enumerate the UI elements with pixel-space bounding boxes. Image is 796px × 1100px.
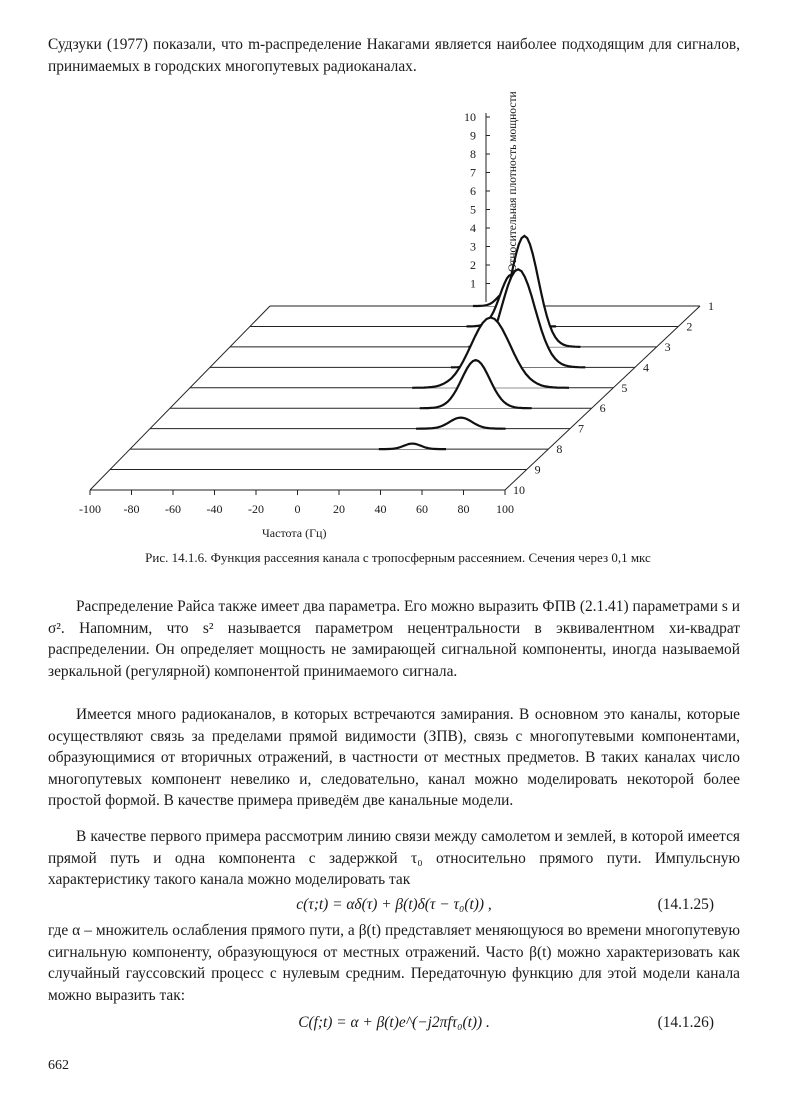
chart-curves	[379, 236, 586, 449]
x-tick-label: 80	[457, 502, 470, 516]
slice-label-5: 5	[621, 380, 628, 395]
slice-label-7: 7	[578, 421, 584, 436]
equation-number: (14.1.25)	[657, 896, 714, 913]
paragraph-channels: Имеется много радиоканалов, в которых встречаются замирания. В основном это каналы, которые осуществляют связь за пределами прямой видимости (ЗПВ), связь с многопутевыми компонентами, образующимися от вторичных отражений, в частности от местных предметов. В таких каналах число многопутевых компонент невелико и, следовательно, канал можно моделировать некоторой более простой формой. В качестве примера приведём две канальные модели.	[48, 706, 740, 809]
slice-label-2: 2	[686, 319, 693, 334]
x-tick-label: -60	[165, 502, 181, 516]
z-tick-label: 3	[470, 239, 476, 254]
z-tick-label: 9	[470, 128, 476, 143]
page-number: 662	[48, 1058, 69, 1073]
paragraph-definitions: где α – множитель ослабления прямого пути, а β(t) представляет меняющуюся во времени многопутевую сигнальную компоненту, образующуюся от местных отражений. Часто β(t) можно характеризовать как случайный гауссовский процесс с нулевым средним. Передаточную функцию для этой модели канала можно выразить так:	[48, 922, 740, 1004]
equation-expression: C(f;t) = α + β(t)e^(−j2πfτ₀(t)) .	[298, 1014, 490, 1031]
slice-label-10: 10	[513, 483, 525, 497]
x-axis-label: Частота (Гц)	[262, 526, 327, 540]
slice-label-3: 3	[664, 339, 671, 354]
z-tick-label: 6	[470, 184, 476, 198]
slice-label-8: 8	[556, 442, 563, 457]
z-tick-label: 5	[470, 202, 476, 217]
slice-label-1: 1	[708, 299, 714, 313]
x-tick-label: 20	[333, 502, 345, 516]
x-tick-label: -40	[206, 502, 223, 516]
x-tick-label: -20	[248, 502, 264, 516]
chart-labels	[79, 110, 714, 516]
z-tick-label: 7	[470, 165, 476, 180]
slice-label-4: 4	[643, 360, 649, 375]
x-tick-label: 40	[374, 502, 387, 516]
z-tick-label: 4	[470, 221, 476, 235]
z-tick-label: 10	[464, 110, 476, 124]
equation-number: (14.1.26)	[657, 1014, 714, 1031]
peak-fill-7	[416, 418, 506, 429]
equation-14-1-26	[48, 1014, 740, 1036]
x-tick-label: 60	[416, 502, 428, 516]
paragraph-top: Судзуки (1977) показали, что m-распределение Накагами является наиболее подходящим для сигналов, принимаемых в городских многопутевых радиоканалах.	[48, 36, 740, 75]
equation-expression: c(τ;t) = αδ(τ) + β(t)δ(τ − τ₀(t)) ,	[296, 896, 492, 913]
paragraph-example: В качестве первого примера рассмотрим линию связи между самолетом и землей, в которой имеется прямой путь и одна компонента с задержкой τ₀ относительно прямого пути. Импульсную характеристику такого канала можно моделировать так	[48, 828, 740, 888]
x-tick-label: -100	[79, 502, 101, 516]
equation-14-1-25	[48, 896, 740, 918]
x-tick-label: -80	[123, 502, 140, 516]
slice-label-6: 6	[599, 401, 606, 416]
z-axis-label: Относительная плотность мощности	[507, 91, 519, 272]
chart-frame	[90, 113, 700, 495]
x-tick-label: 100	[496, 502, 514, 516]
slice-label-9: 9	[534, 462, 541, 477]
figure-caption: Рис. 14.1.6. Функция рассеяния канала с тропосферным рассеянием. Сечения через 0,1 мкс	[145, 550, 651, 565]
z-tick-label: 8	[470, 147, 476, 161]
z-tick-label: 1	[470, 276, 476, 291]
paragraph-rice: Распределение Райса также имеет два параметра. Его можно выразить ФПВ (2.1.41) параметрами s и σ². Напомним, что s² называется параметром нецентральности в эквивалентном хи-квадрат распределении. Он определяет мощность не замирающей сигнальной компоненты, иногда называемой зеркальной (регулярной) компонентой принимаемого сигнала.	[48, 598, 740, 680]
z-tick-label: 2	[470, 258, 476, 272]
x-tick-label: 0	[294, 502, 301, 516]
left-edge	[90, 306, 270, 490]
